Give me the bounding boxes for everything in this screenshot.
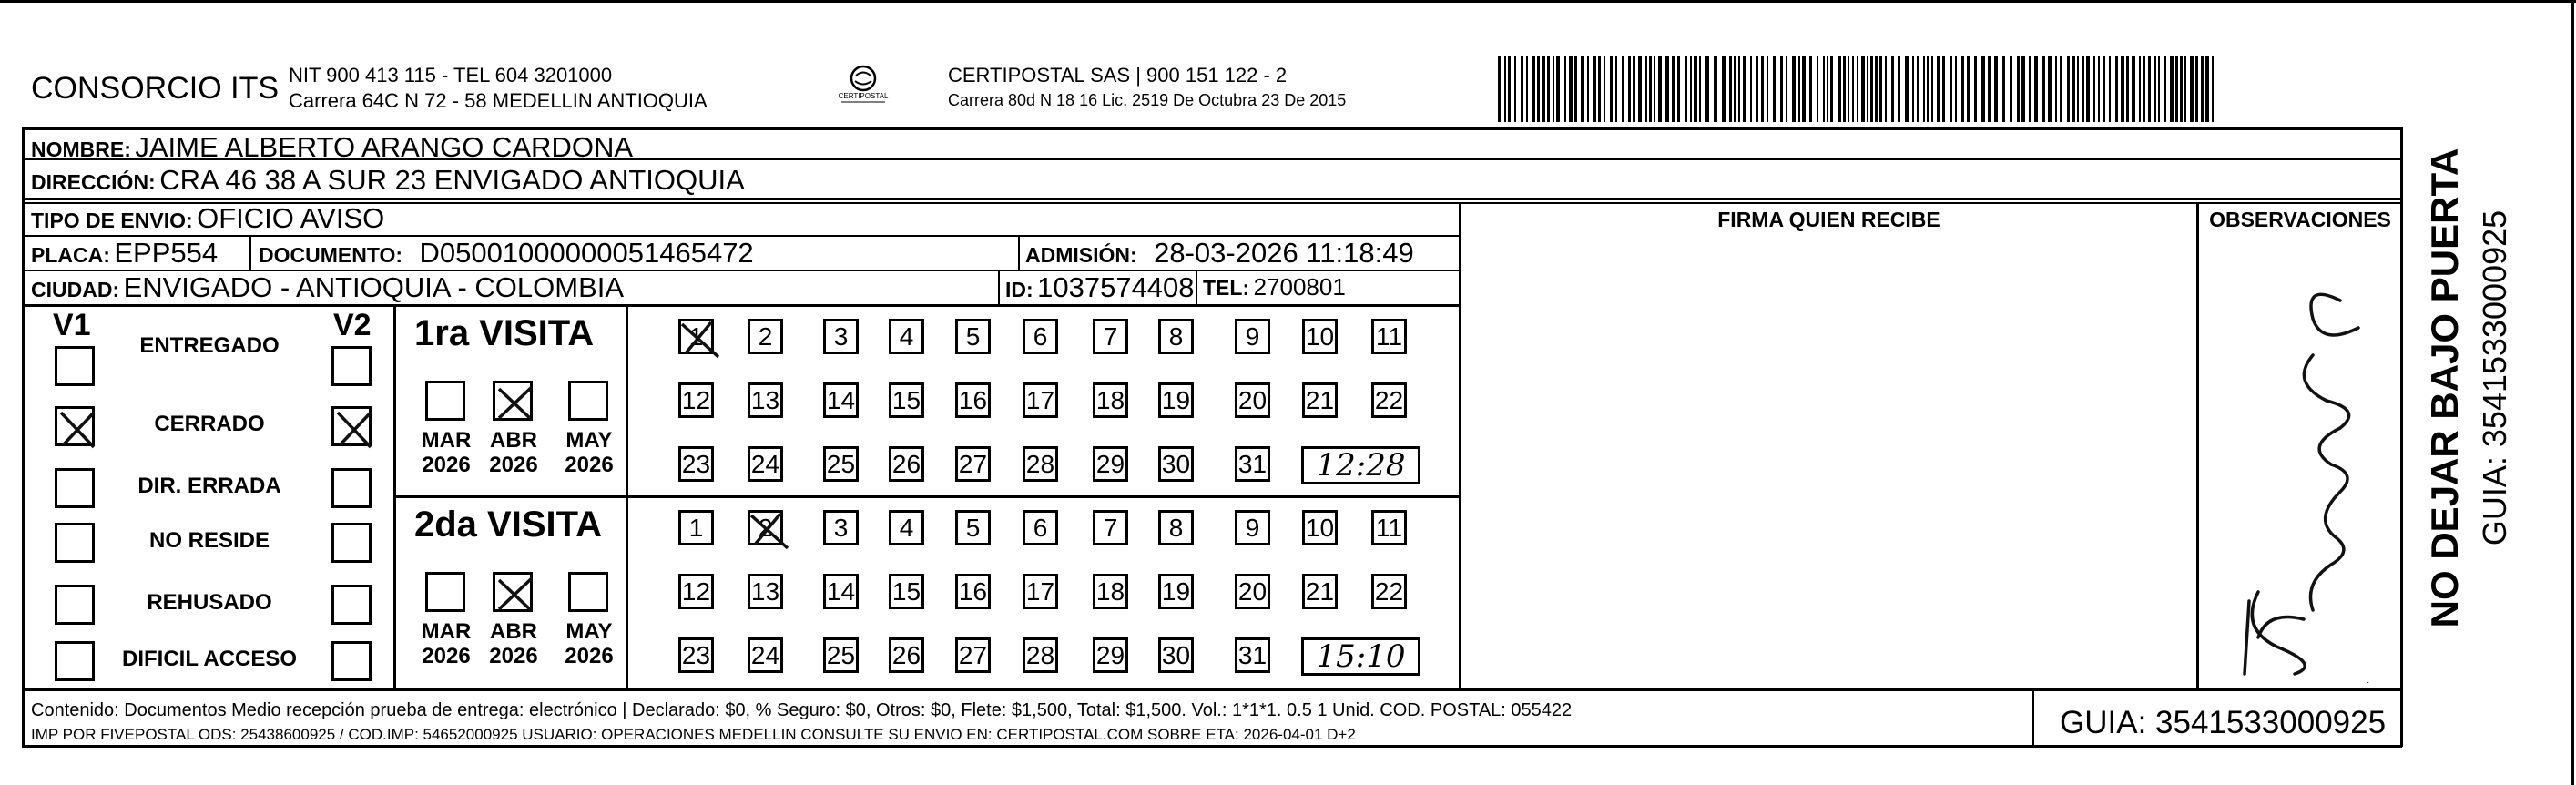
month-label xyxy=(482,619,545,668)
barcode-bar xyxy=(2126,56,2129,122)
barcode-bar xyxy=(1912,56,1914,122)
barcode-bar xyxy=(2154,56,2156,122)
barcode-bar xyxy=(1994,56,1998,122)
day-box[interactable]: 26 xyxy=(889,446,924,482)
barcode-bar xyxy=(2098,56,2100,122)
barcode-bar xyxy=(1532,56,1535,122)
day-box[interactable]: 7 xyxy=(1093,319,1128,354)
barcode-bar xyxy=(1927,56,1929,122)
day-mark-icon xyxy=(678,319,720,365)
day-box[interactable]: 31 xyxy=(1235,446,1270,482)
barcode-bar xyxy=(2121,56,2124,122)
barcode-bar xyxy=(1672,56,1675,122)
barcode-bar xyxy=(1867,56,1868,122)
day-box[interactable]: 3 xyxy=(823,319,859,354)
day-box[interactable]: 5 xyxy=(955,319,991,354)
day-box[interactable]: 30 xyxy=(1158,637,1194,673)
no-bajo-puerta-text: NO DEJAR BAJO PUERTA xyxy=(2423,148,2466,628)
day-box[interactable]: 3 xyxy=(823,510,859,545)
barcode-bar xyxy=(1852,56,1854,122)
day-box[interactable]: 23 xyxy=(678,446,714,482)
address-label: DIRECCIÓN: xyxy=(31,170,156,194)
check-mark-icon xyxy=(495,575,535,615)
month-year: 2026 xyxy=(565,644,614,668)
day-box[interactable]: 8 xyxy=(1158,510,1194,545)
day-box[interactable]: 7 xyxy=(1093,510,1128,545)
city-row xyxy=(31,271,624,304)
city-label: CIUDAD: xyxy=(31,278,120,301)
barcode-bar xyxy=(1610,56,1613,122)
month-name: MAY xyxy=(565,428,613,453)
certipostal-logo xyxy=(836,62,891,107)
barcode-bar xyxy=(2060,56,2062,122)
barcode-bar xyxy=(1498,56,1501,122)
barcode-bar xyxy=(2067,56,2070,122)
day-box[interactable]: 6 xyxy=(1023,510,1058,545)
day-box[interactable]: 11 xyxy=(1371,510,1407,545)
barcode-bar xyxy=(1654,56,1655,122)
barcode-bar xyxy=(2184,56,2186,122)
barcode-bar xyxy=(1564,56,1566,122)
barcode-bar xyxy=(2093,56,2095,122)
col-line xyxy=(1459,202,1461,690)
barcode-bar xyxy=(2175,56,2178,122)
day-box[interactable]: 17 xyxy=(1023,382,1058,418)
day-box[interactable]: 14 xyxy=(823,382,859,418)
day-box[interactable]: 22 xyxy=(1371,382,1407,418)
shipping-type-value: OFICIO AVISO xyxy=(197,202,385,234)
v2-checkbox[interactable] xyxy=(331,641,372,681)
col-line xyxy=(1018,235,1020,270)
row-line xyxy=(22,304,1461,307)
day-box[interactable]: 14 xyxy=(823,574,859,609)
barcode xyxy=(1498,56,2222,122)
month-name: MAR xyxy=(421,428,472,453)
day-box[interactable]: 1 xyxy=(678,319,714,354)
barcode-bar xyxy=(2103,56,2105,122)
barcode-bar xyxy=(1729,56,1732,122)
footer-line-1: Contenido: Documentos Medio recepción prueba de entrega: electrónico | Declarado: $0, % Seguro: $0, Otros: $0, Flete: $1,500, Total: $1,500. Vol.: 1*1*1. 0.5 1 Unid. COD. POSTAL: 055422 xyxy=(31,700,1573,720)
barcode-bar xyxy=(2029,56,2031,122)
barcode-bar xyxy=(1743,56,1746,122)
day-box[interactable]: 18 xyxy=(1093,382,1128,418)
barcode-bar xyxy=(1937,56,1940,122)
status-label: REHUSADO xyxy=(147,590,272,615)
footer-guia: GUIA: 3541533000925 xyxy=(2060,705,2387,740)
v2-checkbox[interactable] xyxy=(331,585,372,625)
v1-label: V1 xyxy=(53,308,91,342)
barcode-bar xyxy=(1988,56,1991,122)
shipping-type-label: TIPO DE ENVIO: xyxy=(31,209,193,232)
day-box[interactable]: 29 xyxy=(1093,637,1128,673)
barcode-bar xyxy=(1950,56,1952,122)
month-year: 2026 xyxy=(422,453,471,477)
day-box[interactable]: 21 xyxy=(1302,574,1338,609)
shipping-type-row xyxy=(31,202,384,235)
barcode-bar xyxy=(2072,56,2075,122)
barcode-bar xyxy=(1699,56,1701,122)
barcode-bar xyxy=(1504,56,1506,122)
form-right-line xyxy=(2400,127,2403,747)
name-row xyxy=(31,131,633,164)
day-box[interactable]: 25 xyxy=(823,446,859,482)
day-box[interactable]: 20 xyxy=(1235,382,1270,418)
visit-time: 15:10 xyxy=(1301,637,1420,676)
barcode-bar xyxy=(1645,56,1647,122)
observations-header: OBSERVACIONES xyxy=(2209,208,2391,231)
barcode-bar xyxy=(1615,56,1617,122)
barcode-bar xyxy=(2190,56,2194,122)
month-label xyxy=(414,619,478,668)
v2-checkbox[interactable] xyxy=(331,523,372,563)
barcode-bar xyxy=(1885,56,1887,122)
company-line-1: NIT 900 413 115 - TEL 604 3201000 xyxy=(289,64,613,87)
visit-separator xyxy=(393,495,1461,498)
barcode-bar xyxy=(1508,56,1511,122)
barcode-bar xyxy=(2010,56,2012,122)
barcode-bar xyxy=(2139,56,2141,122)
month-name: ABR xyxy=(490,619,537,644)
month-year: 2026 xyxy=(422,644,471,668)
city-value: ENVIGADO - ANTIOQUIA - COLOMBIA xyxy=(123,271,625,303)
barcode-bar xyxy=(1898,56,1900,122)
barcode-bar xyxy=(1734,56,1736,122)
day-box[interactable]: 2 xyxy=(748,510,783,545)
day-box[interactable]: 26 xyxy=(889,637,924,673)
barcode-bar xyxy=(1879,56,1882,122)
day-box[interactable]: 22 xyxy=(1371,574,1407,609)
month-year: 2026 xyxy=(489,644,538,668)
day-box[interactable]: 11 xyxy=(1371,319,1407,354)
recipient-signature xyxy=(2204,246,2395,683)
barcode-bar xyxy=(1738,56,1740,122)
barcode-bar xyxy=(2017,56,2020,122)
day-box[interactable]: 18 xyxy=(1093,574,1128,609)
barcode-bar xyxy=(1861,56,1865,122)
name-value: JAIME ALBERTO ARANGO CARDONA xyxy=(135,131,634,163)
barcode-bar xyxy=(1786,56,1787,122)
col-line xyxy=(249,235,251,270)
barcode-bar xyxy=(2148,56,2151,122)
day-box[interactable]: 19 xyxy=(1158,574,1194,609)
day-box[interactable]: 25 xyxy=(823,637,859,673)
barcode-bar xyxy=(1830,56,1833,122)
barcode-bar xyxy=(2205,56,2209,122)
barcode-bar xyxy=(1658,56,1662,122)
barcode-bar xyxy=(1633,56,1635,122)
day-box[interactable]: 27 xyxy=(955,446,991,482)
barcode-bar xyxy=(2212,56,2214,122)
month-name: MAR xyxy=(421,619,472,644)
barcode-bar xyxy=(1750,56,1752,122)
barcode-bar xyxy=(1598,56,1601,122)
barcode-bar xyxy=(1574,56,1577,122)
status-label: ENTREGADO xyxy=(139,333,280,358)
day-box[interactable]: 16 xyxy=(955,382,991,418)
day-box[interactable]: 10 xyxy=(1302,319,1338,354)
barcode-bar xyxy=(1942,56,1945,122)
day-box[interactable]: 30 xyxy=(1158,446,1194,482)
barcode-bar xyxy=(2115,56,2118,122)
barcode-bar xyxy=(1638,56,1642,122)
barcode-bar xyxy=(1981,56,1985,122)
barcode-bar xyxy=(1857,56,1858,122)
month-label xyxy=(482,428,545,477)
form-bottom-line xyxy=(22,745,2402,748)
v2-checkbox[interactable] xyxy=(331,406,372,446)
barcode-bar xyxy=(1767,56,1768,122)
barcode-bar xyxy=(1665,56,1669,122)
id-label: ID: xyxy=(1005,278,1033,301)
day-box[interactable]: 1 xyxy=(678,510,714,545)
barcode-bar xyxy=(1521,56,1523,122)
barcode-bar xyxy=(1843,56,1846,122)
tel-value: 2700801 xyxy=(1253,273,1346,301)
barcode-bar xyxy=(2170,56,2174,122)
v2-label: V2 xyxy=(333,308,372,342)
barcode-bar xyxy=(1838,56,1841,122)
month-label xyxy=(557,428,621,477)
barcode-bar xyxy=(1848,56,1849,122)
month-checkbox[interactable] xyxy=(493,381,533,421)
barcode-bar xyxy=(1604,56,1605,122)
barcode-bar xyxy=(1756,56,1758,122)
barcode-bar xyxy=(2077,56,2079,122)
barcode-bar xyxy=(1792,56,1796,122)
check-mark-icon xyxy=(334,409,374,449)
barcode-bar xyxy=(1875,56,1878,122)
side-guia-text: GUIA: 3541533000925 xyxy=(2476,209,2513,546)
barcode-bar xyxy=(2158,56,2160,122)
barcode-bar xyxy=(1823,56,1825,122)
barcode-bar xyxy=(1714,56,1717,122)
barcode-bar xyxy=(2055,56,2057,122)
barcode-bar xyxy=(1514,56,1516,122)
barcode-bar xyxy=(1593,56,1596,122)
barcode-bar xyxy=(1677,56,1680,122)
barcode-bar xyxy=(1773,56,1776,122)
day-box[interactable]: 27 xyxy=(955,637,991,673)
document-label: DOCUMENTO: xyxy=(259,243,403,267)
barcode-bar xyxy=(1556,56,1560,122)
plate-label: PLACA: xyxy=(31,243,110,267)
barcode-bar xyxy=(1870,56,1873,122)
day-mark-icon xyxy=(748,510,789,556)
month-checkbox[interactable] xyxy=(568,381,608,421)
logo-text: CERTIPOSTAL xyxy=(838,92,889,100)
barcode-bar xyxy=(1761,56,1764,122)
barcode-bar xyxy=(1827,56,1828,122)
day-box[interactable]: 5 xyxy=(955,510,991,545)
barcode-bar xyxy=(2042,56,2045,122)
day-box[interactable]: 8 xyxy=(1158,319,1194,354)
form-left-line xyxy=(22,127,25,747)
barcode-bar xyxy=(2164,56,2166,122)
barcode-bar xyxy=(1967,56,1970,122)
barcode-bar xyxy=(1537,56,1540,122)
tel-row xyxy=(1203,273,1346,301)
address-row xyxy=(31,164,745,197)
day-box[interactable]: 23 xyxy=(678,637,714,673)
footer-line xyxy=(22,688,2402,691)
barcode-bar xyxy=(1722,56,1726,122)
month-label xyxy=(414,428,478,477)
barcode-bar xyxy=(2034,56,2038,122)
id-row xyxy=(1005,271,1195,304)
day-box[interactable]: 29 xyxy=(1093,446,1128,482)
day-box[interactable]: 28 xyxy=(1023,637,1058,673)
day-box[interactable]: 31 xyxy=(1235,637,1270,673)
month-year: 2026 xyxy=(489,453,538,477)
barcode-bar xyxy=(1587,56,1589,122)
day-box[interactable]: 12 xyxy=(678,382,714,418)
document-row xyxy=(259,237,754,270)
barcode-bar xyxy=(1526,56,1528,122)
barcode-bar xyxy=(2048,56,2052,122)
month-checkbox[interactable] xyxy=(568,572,608,612)
barcode-bar xyxy=(1553,56,1554,122)
status-label: DIFICIL ACCESO xyxy=(121,647,297,671)
barcode-bar xyxy=(2180,56,2183,122)
visit-time: 12:28 xyxy=(1301,446,1420,484)
status-label: CERRADO xyxy=(154,412,265,436)
signature-header: FIRMA QUIEN RECIBE xyxy=(1717,208,1940,231)
barcode-bar xyxy=(2021,56,2025,122)
visit-title: 2da VISITA xyxy=(414,505,602,545)
month-name: MAY xyxy=(565,619,613,644)
form-top-line xyxy=(22,127,2402,130)
status-label: NO RESIDE xyxy=(148,528,270,553)
barcode-bar xyxy=(1817,56,1818,122)
day-box[interactable]: 16 xyxy=(955,574,991,609)
barcode-bar xyxy=(2132,56,2135,122)
barcode-bar xyxy=(1961,56,1964,122)
plate-value: EPP554 xyxy=(114,237,219,269)
day-box[interactable]: 24 xyxy=(748,446,783,482)
col-line xyxy=(626,306,628,690)
v2-checkbox[interactable] xyxy=(331,468,372,508)
id-value: 1037574408 xyxy=(1037,271,1195,303)
document-value: D05001000000051465472 xyxy=(419,237,754,269)
barcode-bar xyxy=(1542,56,1545,122)
col-line xyxy=(2032,690,2034,747)
day-box[interactable]: 12 xyxy=(678,574,714,609)
barcode-bar xyxy=(2082,56,2084,122)
barcode-bar xyxy=(1628,56,1631,122)
day-box[interactable]: 9 xyxy=(1235,510,1270,545)
barcode-bar xyxy=(1955,56,1957,122)
day-box[interactable]: 4 xyxy=(889,510,924,545)
barcode-bar xyxy=(2002,56,2005,122)
barcode-bar xyxy=(1569,56,1573,122)
barcode-bar xyxy=(1809,56,1812,122)
address-value: CRA 46 38 A SUR 23 ENVIGADO ANTIOQUIA xyxy=(159,164,745,196)
check-mark-icon xyxy=(495,383,535,423)
month-checkbox[interactable] xyxy=(493,572,533,612)
barcode-bar xyxy=(1547,56,1550,122)
barcode-bar xyxy=(1685,56,1687,122)
barcode-bar xyxy=(1917,56,1919,122)
day-box[interactable]: 24 xyxy=(748,637,783,673)
barcode-bar xyxy=(2195,56,2198,122)
admission-row xyxy=(1025,237,1414,270)
day-box[interactable]: 13 xyxy=(748,574,783,609)
day-box[interactable]: 15 xyxy=(889,574,924,609)
barcode-bar xyxy=(1780,56,1783,122)
name-label: NOMBRE: xyxy=(31,138,131,161)
barcode-bar xyxy=(1705,56,1709,122)
col-line xyxy=(1196,270,1197,304)
barcode-bar xyxy=(1802,56,1806,122)
day-box[interactable]: 20 xyxy=(1235,574,1270,609)
day-box[interactable]: 15 xyxy=(889,382,924,418)
barcode-bar xyxy=(1694,56,1697,122)
barcode-bar xyxy=(2201,56,2204,122)
barcode-bar xyxy=(1798,56,1800,122)
admission-label: ADMISIÓN: xyxy=(1025,243,1137,267)
month-name: ABR xyxy=(490,428,537,453)
day-box[interactable]: 2 xyxy=(748,319,783,354)
day-box[interactable]: 13 xyxy=(748,382,783,418)
admission-value: 28-03-2026 11:18:49 xyxy=(1154,237,1414,269)
row-line xyxy=(22,198,2402,200)
month-checkbox[interactable] xyxy=(425,572,465,612)
day-box[interactable]: 10 xyxy=(1302,510,1338,545)
visit-title: 1ra VISITA xyxy=(414,313,595,353)
day-box[interactable]: 6 xyxy=(1023,319,1058,354)
barcode-bar xyxy=(1905,56,1909,122)
day-box[interactable]: 21 xyxy=(1302,382,1338,418)
barcode-bar xyxy=(2086,56,2090,122)
month-label xyxy=(557,619,621,668)
col-line xyxy=(2196,202,2199,690)
footer-line-2: IMP POR FIVEPOSTAL ODS: 25438600925 / COD.IMP: 54652000925 USUARIO: OPERACIONES MEDELLIN CONSULTE SU ENVIO EN: CERTIPOSTAL.COM SOBRE ETA: 2026-04-01 D+2 xyxy=(31,726,1356,743)
barcode-bar xyxy=(1649,56,1652,122)
barcode-bar xyxy=(1690,56,1692,122)
barcode-bar xyxy=(1923,56,1925,122)
barcode-bar xyxy=(1581,56,1584,122)
right-border xyxy=(2571,0,2574,785)
status-label: DIR. ERRADA xyxy=(137,474,281,498)
barcode-bar xyxy=(1974,56,1977,122)
barcode-bar xyxy=(2109,56,2111,122)
day-box[interactable]: 28 xyxy=(1023,446,1058,482)
tel-label: TEL: xyxy=(1203,276,1250,300)
barcode-bar xyxy=(2143,56,2145,122)
month-year: 2026 xyxy=(565,453,614,477)
day-box[interactable]: 4 xyxy=(889,319,924,354)
courier-line-1: CERTIPOSTAL SAS | 900 151 122 - 2 xyxy=(948,64,1288,87)
barcode-bar xyxy=(1891,56,1894,122)
barcode-bar xyxy=(1622,56,1624,122)
plate-row xyxy=(31,237,218,270)
col-line xyxy=(393,306,396,690)
barcode-bar xyxy=(1931,56,1933,122)
v2-checkbox[interactable] xyxy=(331,346,372,386)
top-border xyxy=(0,0,2576,3)
day-box[interactable]: 17 xyxy=(1023,574,1058,609)
company-line-2: Carrera 64C N 72 - 58 MEDELLIN ANTIOQUIA xyxy=(289,89,708,112)
col-line xyxy=(998,270,1000,304)
month-checkbox[interactable] xyxy=(425,381,465,421)
day-box[interactable]: 9 xyxy=(1235,319,1270,354)
courier-line-2: Carrera 80d N 18 16 Lic. 2519 De Octubra 23 De 2015 xyxy=(948,91,1347,109)
company-name: CONSORCIO ITS xyxy=(31,71,280,106)
day-box[interactable]: 19 xyxy=(1158,382,1194,418)
